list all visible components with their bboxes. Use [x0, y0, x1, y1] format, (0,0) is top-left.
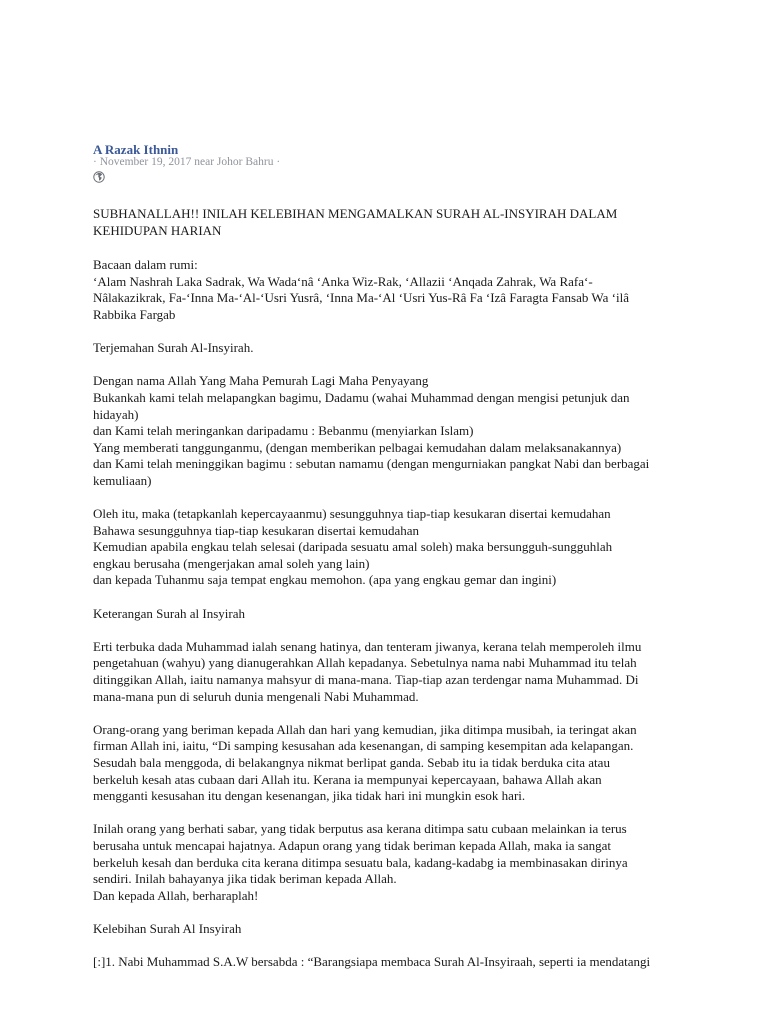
- paragraph-translation-verses: Dengan nama Allah Yang Maha Pemurah Lagi Maha Penyayang Bukankah kami telah melapangkan bagimu, Dadamu (wahai Muhammad dengan mengisi petunjuk dan hidayah) dan Kami telah meringankan daripadamu : Bebanmu (menyiarkan Islam) Yang memberati tanggunganmu, (dengan memberikan pelbagai kemudahan dalam melaksanakannya) dan Kami telah meninggikan bagimu : sebutan namamu (dengan mengurniakan pangkat Nabi dan berbagai kemuliaan): [93, 373, 650, 488]
- globe-icon[interactable]: [93, 171, 105, 183]
- paragraph-virtues-1: [:]1. Nabi Muhammad S.A.W bersabda : “Barangsiapa membaca Surah Al-Insyiraah, seperti ia mendatangi: [93, 954, 651, 970]
- paragraph-virtues-heading: Kelebihan Surah Al Insyirah: [93, 920, 242, 936]
- paragraph-translation-verses-2: Oleh itu, maka (tetapkanlah kepercayaanmu) sesungguhnya tiap-tiap kesukaran disertai kemudahan Bahawa sesungguhnya tiap-tiap kesukaran disertai kemudahan Kemudian apabila engkau telah selesai (daripada sesuatu amal soleh) maka bersungguh-sungguhlah engkau berusaha (mengerjakan amal soleh yang lain) dan kepada Tuhanmu saja tempat engkau memohon. (apa yang engkau gemar dan ingini): [93, 506, 613, 588]
- paragraph-explanation-3: Inilah orang yang berhati sabar, yang tidak berputus asa kerana ditimpa satu cubaan melainkan ia terus berusaha untuk mencapai hajatnya. Adapun orang yang tidak beriman kepada Allah, maka ia sangat berkeluh kesah dan berduka cita kerana ditimpa sesuatu bala, kadang-kadabg ia membinasakan dirinya sendiri. Inilah bahayanya jika tidak beriman kepada Allah. Dan kepada Allah, berharaplah!: [93, 821, 628, 903]
- paragraph-romanized-reading: Bacaan dalam rumi: ‘Alam Nashrah Laka Sadrak, Wa Wada‘nâ ‘Anka Wiz-Rak, ‘Allazii ‘Anqada Zahrak, Wa Rafa‘- Nâlakazikrak, Fa-‘Inna Ma-‘Al-‘Usri Yusrâ, ‘Inna Ma-‘Al ‘Usri Yus-Râ Fa ‘Izâ Faragta Fansab Wa ‘ilâ Rabbika Fargab: [93, 257, 629, 322]
- paragraph-explanation-heading: Keterangan Surah al Insyirah: [93, 605, 245, 621]
- author-name-link[interactable]: A Razak Ithnin: [93, 142, 179, 157]
- paragraph-explanation-2: Orang-orang yang beriman kepada Allah dan hari yang kemudian, jika ditimpa musibah, ia teringat akan firman Allah ini, iaitu, “Di samping kesusahan ada kesenangan, di samping kesempitan ada kelapangan. Sesudah bala menggoda, di belakangnya nikmat berlipat ganda. Sebab itu ia tidak berduka cita atau berkeluh kesah atas cubaan dari Allah itu. Kerana ia mempunyai kepercayaan, bahawa Allah akan mengganti kesusahan itu dengan kesenangan, jika tidak hari ini mungkin esok hari.: [93, 721, 637, 804]
- paragraph-translation-heading: Terjemahan Surah Al-Insyirah.: [93, 340, 254, 356]
- post-meta: · November 19, 2017 near Johor Bahru ·: [93, 156, 281, 168]
- post-body: [93, 206, 693, 987]
- paragraph-explanation-1: Erti terbuka dada Muhammad ialah senang hatinya, dan tenteram jiwanya, kerana telah memperoleh ilmu pengetahuan (wahyu) yang dianugerahkan Allah kepadanya. Sebetulnya nama nabi Muhammad itu telah ditinggikan Allah, iaitu namanya mahsyur di mana-mana. Tiap-tiap azan terdengar nama Muhammad. Di mana-mana pun di seluruh dunia mengenali Nabi Muhammad.: [93, 638, 642, 704]
- article-title: SUBHANALLAH!! INILAH KELEBIHAN MENGAMALKAN SURAH AL-INSYIRAH DALAM KEHIDUPAN HARIAN: [93, 206, 618, 238]
